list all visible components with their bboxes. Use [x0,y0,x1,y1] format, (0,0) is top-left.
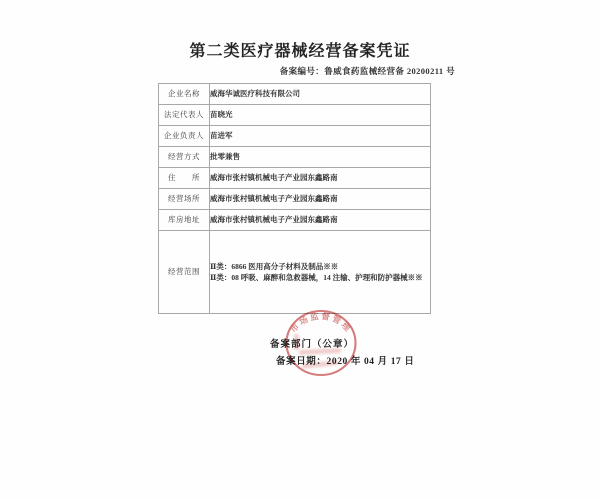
row-value-business-mode: 批零兼售 [210,147,431,168]
table-row [159,231,431,314]
page-title: 第二类医疗器械经营备案凭证 [189,43,411,60]
row-value-residence: 威海市张村镇机械电子产业园东鑫路南 [210,168,431,189]
table-row [159,105,431,126]
table-row [159,147,431,168]
row-label-business-premises: 经营场所 [159,189,210,210]
certificate-table [158,83,431,314]
row-label-business-scope: 经营范围 [159,231,210,314]
table-row [159,210,431,231]
row-label-company-name: 企业名称 [159,84,210,105]
table-row [159,84,431,105]
row-value-company-name: 威海华诚医疗科技有限公司 [210,84,431,105]
row-label-warehouse-address: 库房地址 [159,210,210,231]
row-label-business-mode: 经营方式 [159,147,210,168]
row-value-business-premises: 威海市张村镇机械电子产业园东鑫路南 [210,189,431,210]
row-value-business-scope [210,231,431,314]
table-row [159,126,431,147]
row-value-responsible-person: 苗进军 [210,126,431,147]
seal-arc-text: 市场监督管理 [288,310,354,335]
row-label-responsible-person: 企业负责人 [159,126,210,147]
row-label-legal-rep: 法定代表人 [159,105,210,126]
filing-department-line: 备案部门（公章） [270,340,355,350]
table-row [159,168,431,189]
scope-line-1: Ⅱ类：6866 医用高分子材料及制品※※ [210,261,339,271]
row-label-residence: 住 所 [159,168,210,189]
filing-date-line: 备案日期：2020 年 04 月 17 日 [276,357,415,367]
row-value-warehouse-address: 威海市张村镇机械电子产业园东鑫路南 [210,210,431,231]
filing-number: 备案编号：鲁威食药监械经营备 20200211 号 [279,66,455,76]
row-value-legal-rep: 苗晓光 [210,105,431,126]
scope-line-2: Ⅱ类：08 呼吸、麻醉和急救器械，14 注输、护理和防护器械※※ [210,272,423,282]
table-row [159,189,431,210]
svg-text:市场监督管理 [288,311,354,335]
